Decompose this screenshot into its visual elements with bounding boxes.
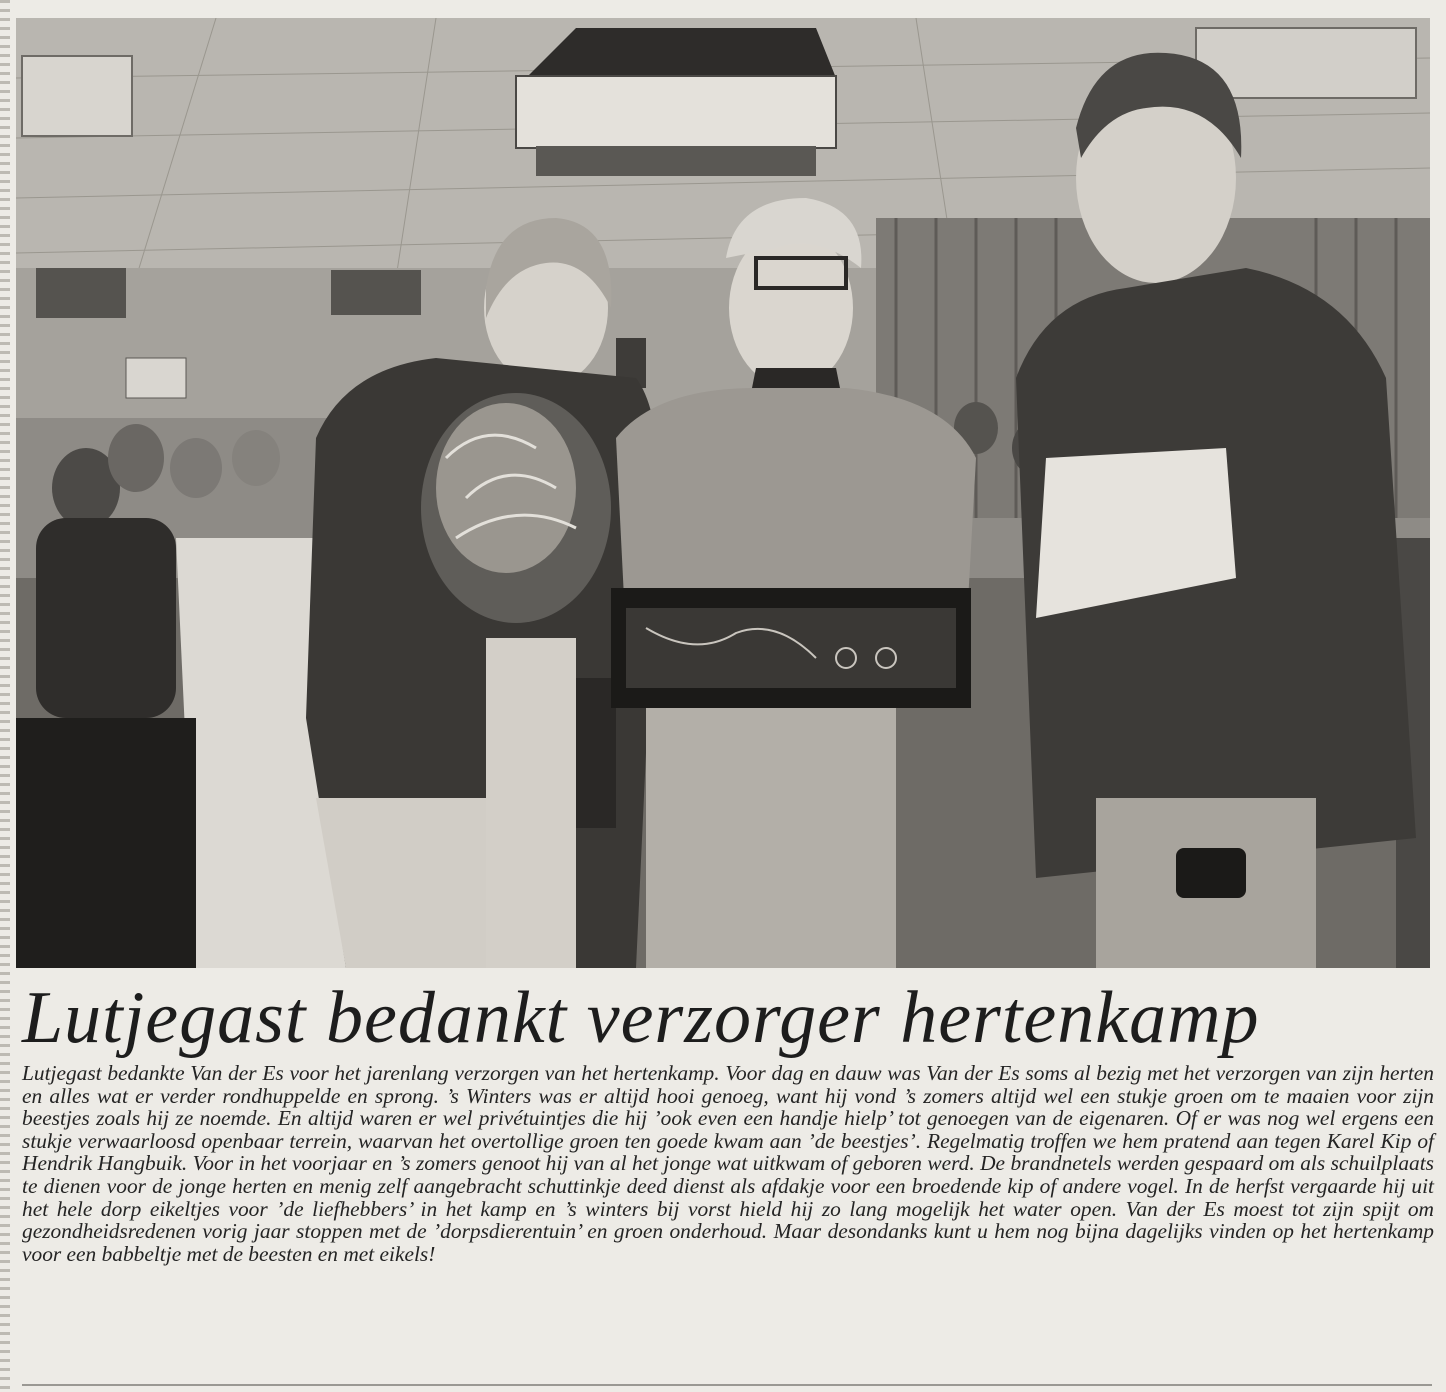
torn-edge (0, 0, 10, 1392)
article-photo (16, 18, 1430, 968)
article-body: Lutjegast bedankte Van der Es voor het jarenlang verzorgen van het hertenkamp. Voor dag en dauw was Van der Es soms al bezig met het verzorgen van zijn herten en alles wat er verder rondhuppelde en sprong. ’s Winters was er altijd hooi genoeg, want hij vond ’s zomers altijd wel een stukje groen om te maaien voor zijn beestjes zoals hij ze noemde. En altijd waren er wel privétuintjes die hij ’ook even een handje hielp’ tot genoegen van de eigenaren. Of er was nog wel ergens een stukje verwaarloosd openbaar terrein, waarvan het overtollige groen ten goede kwam aan ’de beestjes’. Regelmatig troffen we hem pratend aan tegen Karel Kip of Hendrik Hangbuik. Voor in het voorjaar en ’s zomers genoot hij van al het jonge wat uitkwam of geboren werd. De brandnetels werden gespaard om als schuilplaats te dienen voor de jonge herten en menig zelf aangebracht schuttinkje deed dienst als afdakje voor een broedende kip of andere vogel. In de herfst vergaarde hij uit het hele dorp eikeltjes voor ’de liefhebbers’ in het kamp en ’s winters bij vorst hield hij zo lang mogelijk het water open. Van der Es moest tot zijn spijt om gezondheidsredenen vorig jaar stoppen met de ’dorpsdierentuin’ en groen onderhoud. Maar desondanks kunt u hem nog bijna dagelijks vinden op het hertenkamp voor een babbeltje met de beesten en met eikels! (22, 1061, 1434, 1266)
article-headline: Lutjegast bedankt verzorger hertenkamp (22, 977, 1260, 1059)
bottom-rule (22, 1384, 1432, 1386)
